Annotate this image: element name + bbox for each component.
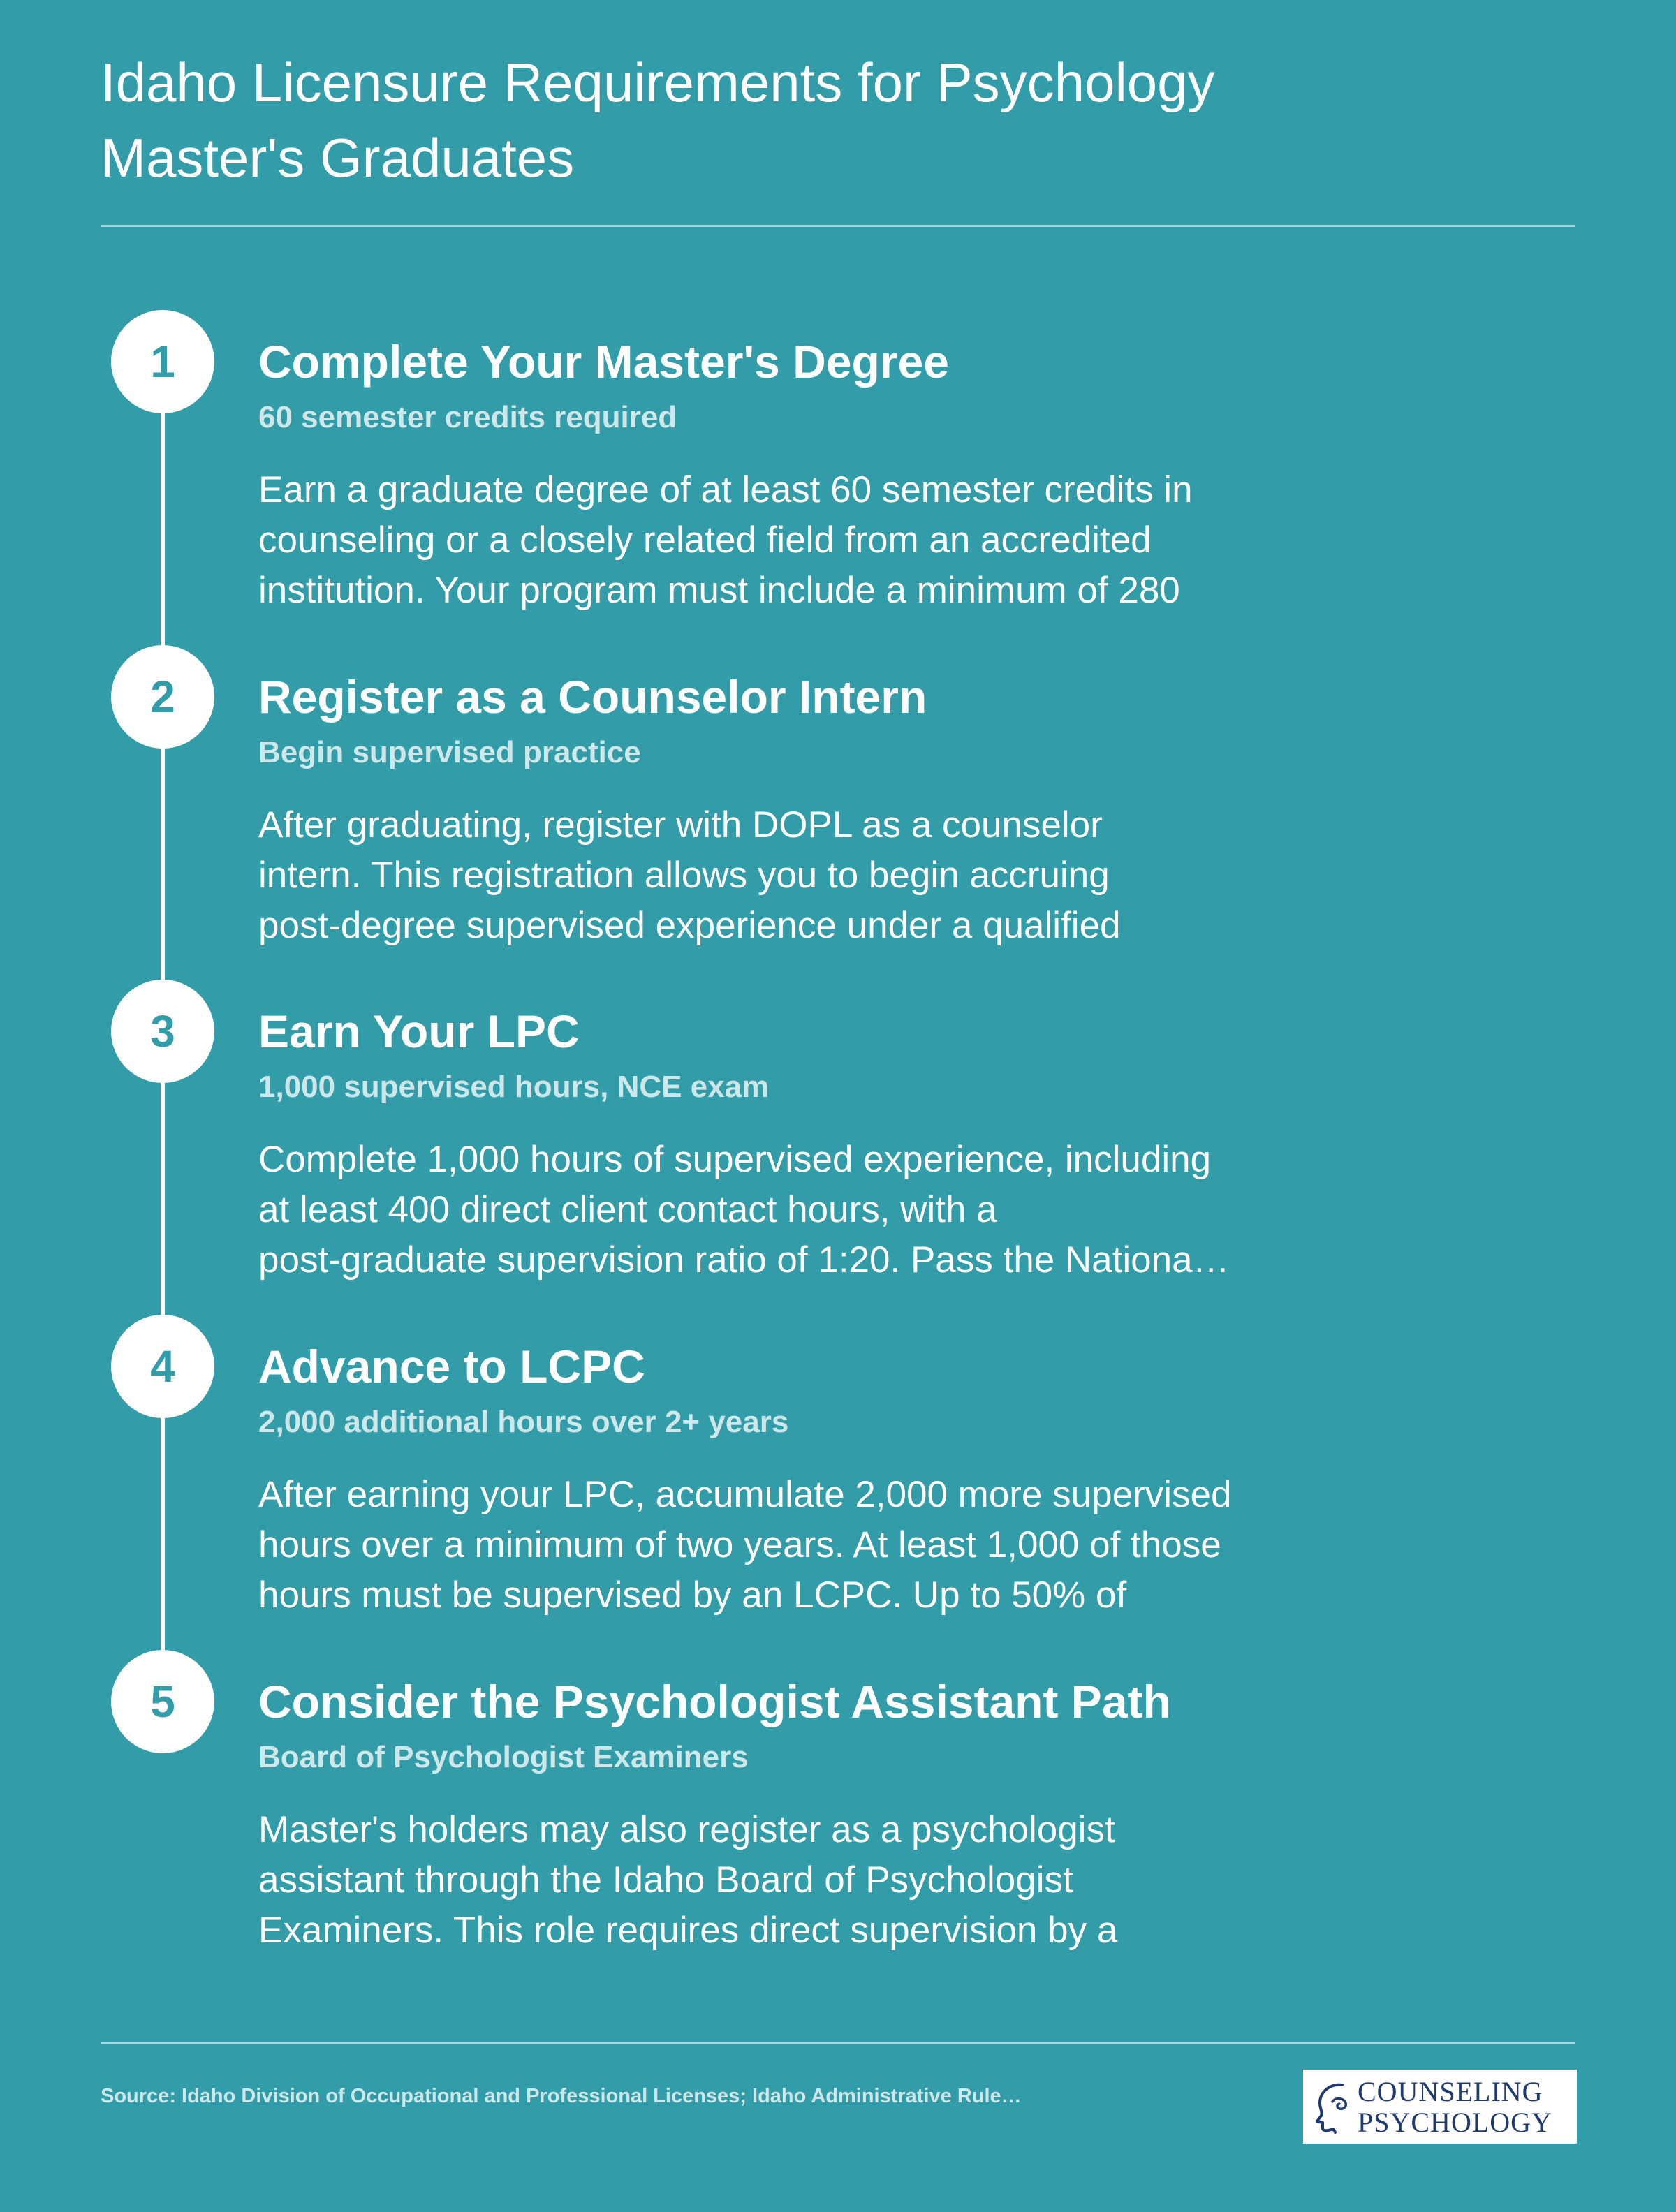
step-title: Earn Your LPC [258,1005,580,1057]
source-note: Source: Idaho Division of Occupational and Professional Licenses; Idaho Administrative Rule… [101,2085,1022,2107]
step-title: Complete Your Master's Degree [258,336,949,388]
step-subtitle: 1,000 supervised hours, NCE exam [258,1070,770,1104]
step-body-line: hours over a minimum of two years. At least 1,000 of those [258,1524,1221,1565]
head-profile-icon [1314,2081,1359,2134]
logo-text-line2: PSYCHOLOGY [1358,2107,1552,2138]
header-divider [101,225,1575,227]
step-body-line: Earn a graduate degree of at least 60 semester credits in [258,469,1193,510]
page-title-line1: Idaho Licensure Requirements for Psychology [101,52,1215,113]
step-body-line: post-degree supervised experience under a qualified [258,905,1121,946]
step-body-line: hours must be supervised by an LCPC. Up to 50% of [258,1575,1127,1616]
step-number-badge: 5 [111,1650,214,1753]
step-number-badge: 4 [111,1315,214,1418]
step-number-badge: 2 [111,645,214,749]
step-body-line: Complete 1,000 hours of supervised experience, including [258,1139,1212,1180]
step-subtitle: Board of Psychologist Examiners [258,1740,749,1774]
step-body-line: After graduating, register with DOPL as a counselor [258,804,1103,846]
logo-text-line1: COUNSELING [1358,2076,1543,2107]
step-body-line: institution. Your program must include a minimum of 280 [258,570,1180,611]
step-body-line: at least 400 direct client contact hours, with a [258,1189,997,1230]
step-body-line: Examiners. This role requires direct supervision by a [258,1910,1118,1951]
step-body-line: After earning your LPC, accumulate 2,000 more supervised [258,1474,1232,1515]
step-body-line: counseling or a closely related field from an accredited [258,519,1152,561]
counseling-psychology-logo[interactable] [1303,2070,1577,2144]
step-body-line: Master's holders may also register as a psychologist [258,1809,1115,1850]
step-title: Register as a Counselor Intern [258,671,927,723]
step-number-badge: 1 [111,310,214,413]
step-body-line: assistant through the Idaho Board of Psychologist [258,1859,1073,1901]
step-number-badge: 3 [111,980,214,1083]
footer-divider [101,2042,1575,2044]
step-body [258,800,1320,951]
step-body [258,1135,1320,1285]
step-title: Advance to LCPC [258,1341,645,1392]
step-title: Consider the Psychologist Assistant Path [258,1676,1171,1727]
page-title-line2: Master's Graduates [101,127,575,189]
step-body-line: post-graduate supervision ratio of 1:20. Pass the Nationa… [258,1239,1230,1281]
step-subtitle: 2,000 additional hours over 2+ years [258,1405,789,1439]
step-body [258,1470,1320,1621]
step-body [258,465,1320,616]
step-body [258,1805,1320,1956]
step-body-line: intern. This registration allows you to begin accruing [258,855,1110,896]
step-subtitle: 60 semester credits required [258,400,677,434]
page-title [101,45,1497,196]
step-subtitle: Begin supervised practice [258,735,641,769]
